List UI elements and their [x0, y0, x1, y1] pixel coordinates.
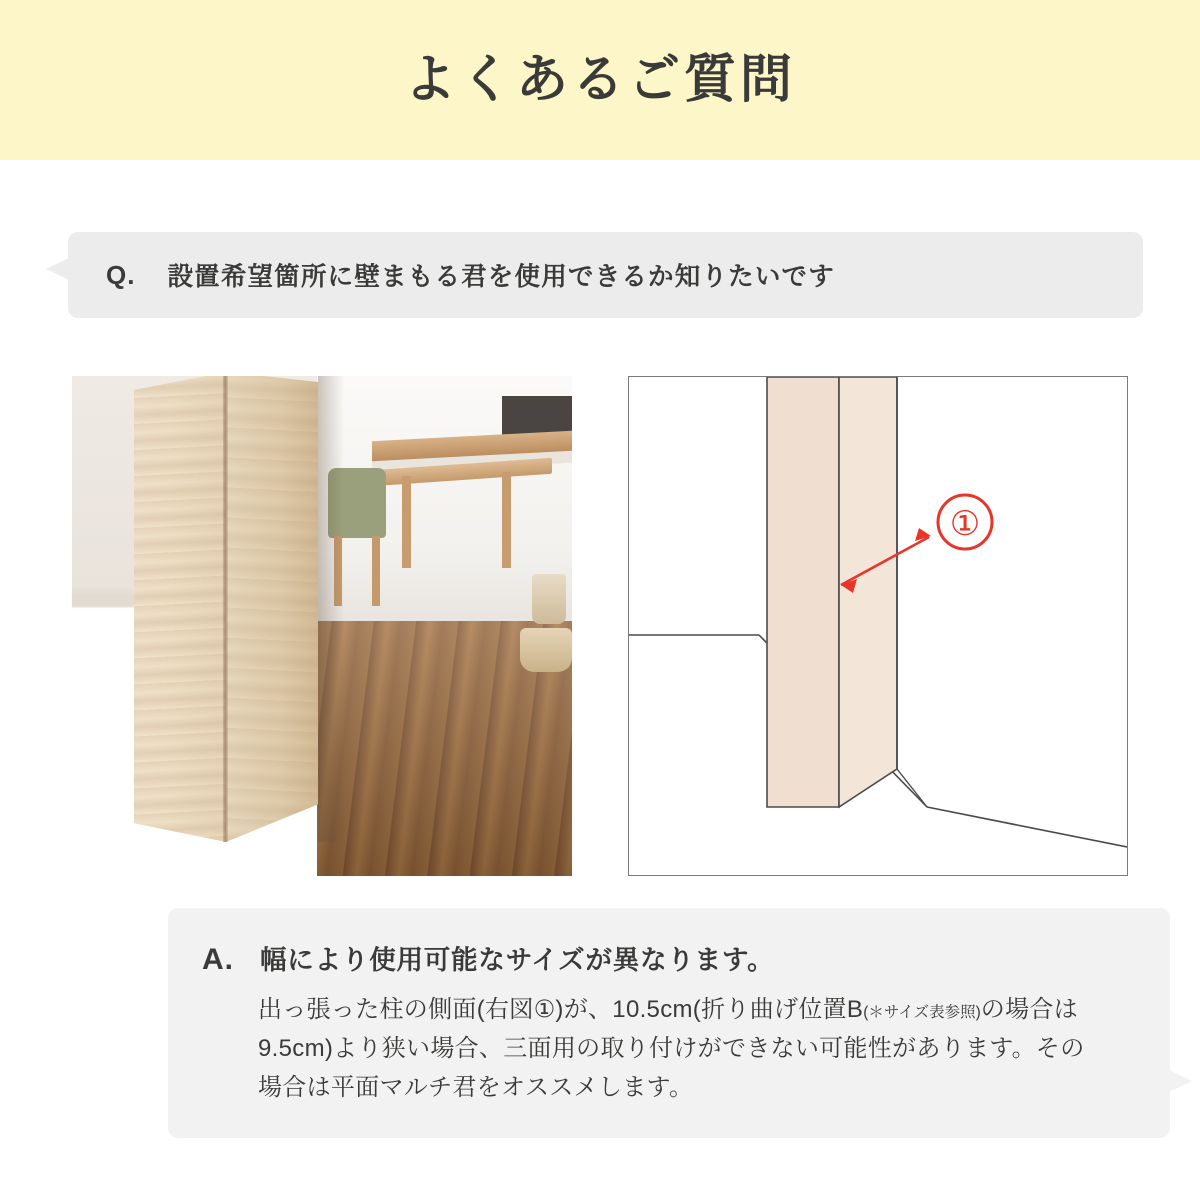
photo-chair-leg-right: [372, 536, 380, 606]
question-bubble-tail: [46, 258, 69, 280]
figures-row: [0, 376, 1200, 876]
answer-heading-row: [202, 938, 1136, 977]
answer-section: [0, 908, 1200, 1138]
photo-guard-face-right: [226, 376, 318, 842]
answer-body-note: (＊サイズ表参照): [863, 1004, 981, 1021]
diagram-svg: [629, 377, 1127, 875]
diagram-floor-line-right: [927, 807, 1127, 847]
answer-body-part2: の場合は 9.5cm)より狭い場合、三面用の取り付けができない可能性があります。その場合は平面マルチ君をオススメします。: [258, 996, 1085, 1101]
question-marker: Q.: [106, 259, 136, 290]
photo-guard-shadow: [318, 376, 344, 842]
page-header: [0, 0, 1200, 160]
answer-marker: A.: [202, 943, 234, 976]
pillar-side-width-diagram: [628, 376, 1128, 876]
diagram-pillar-front-face: [767, 377, 839, 807]
answer-body-part1: 出っ張った柱の側面(右図①)が、10.5cm(折り曲げ位置B: [258, 996, 864, 1023]
question-bubble: [68, 232, 1143, 318]
photo-guard-face-left: [134, 376, 226, 842]
photo-table-leg-right: [502, 472, 511, 568]
photo-guard-seam: [223, 376, 228, 842]
page-title: よくあるご質問: [403, 51, 796, 109]
photo-corner-guard: [134, 376, 318, 842]
answer-bubble-tail: [1169, 1070, 1192, 1092]
answer-heading: 幅により使用可能なサイズが異なります。: [260, 945, 775, 975]
photo-table-leg-left: [402, 476, 411, 568]
question-text: 設置希望箇所に壁まもる君を使用できるか知りたいです: [167, 263, 835, 291]
photo-cup: [532, 574, 566, 624]
answer-bubble: [168, 908, 1170, 1138]
diagram-pillar-base-line: [897, 769, 927, 807]
diagram-callout-label: ①: [949, 505, 981, 543]
corner-guard-installed-photo: [72, 376, 572, 876]
question-section: [0, 232, 1200, 318]
answer-body: [258, 991, 1088, 1108]
diagram-pillar-side-face: [839, 377, 897, 807]
photo-basket: [520, 628, 572, 672]
